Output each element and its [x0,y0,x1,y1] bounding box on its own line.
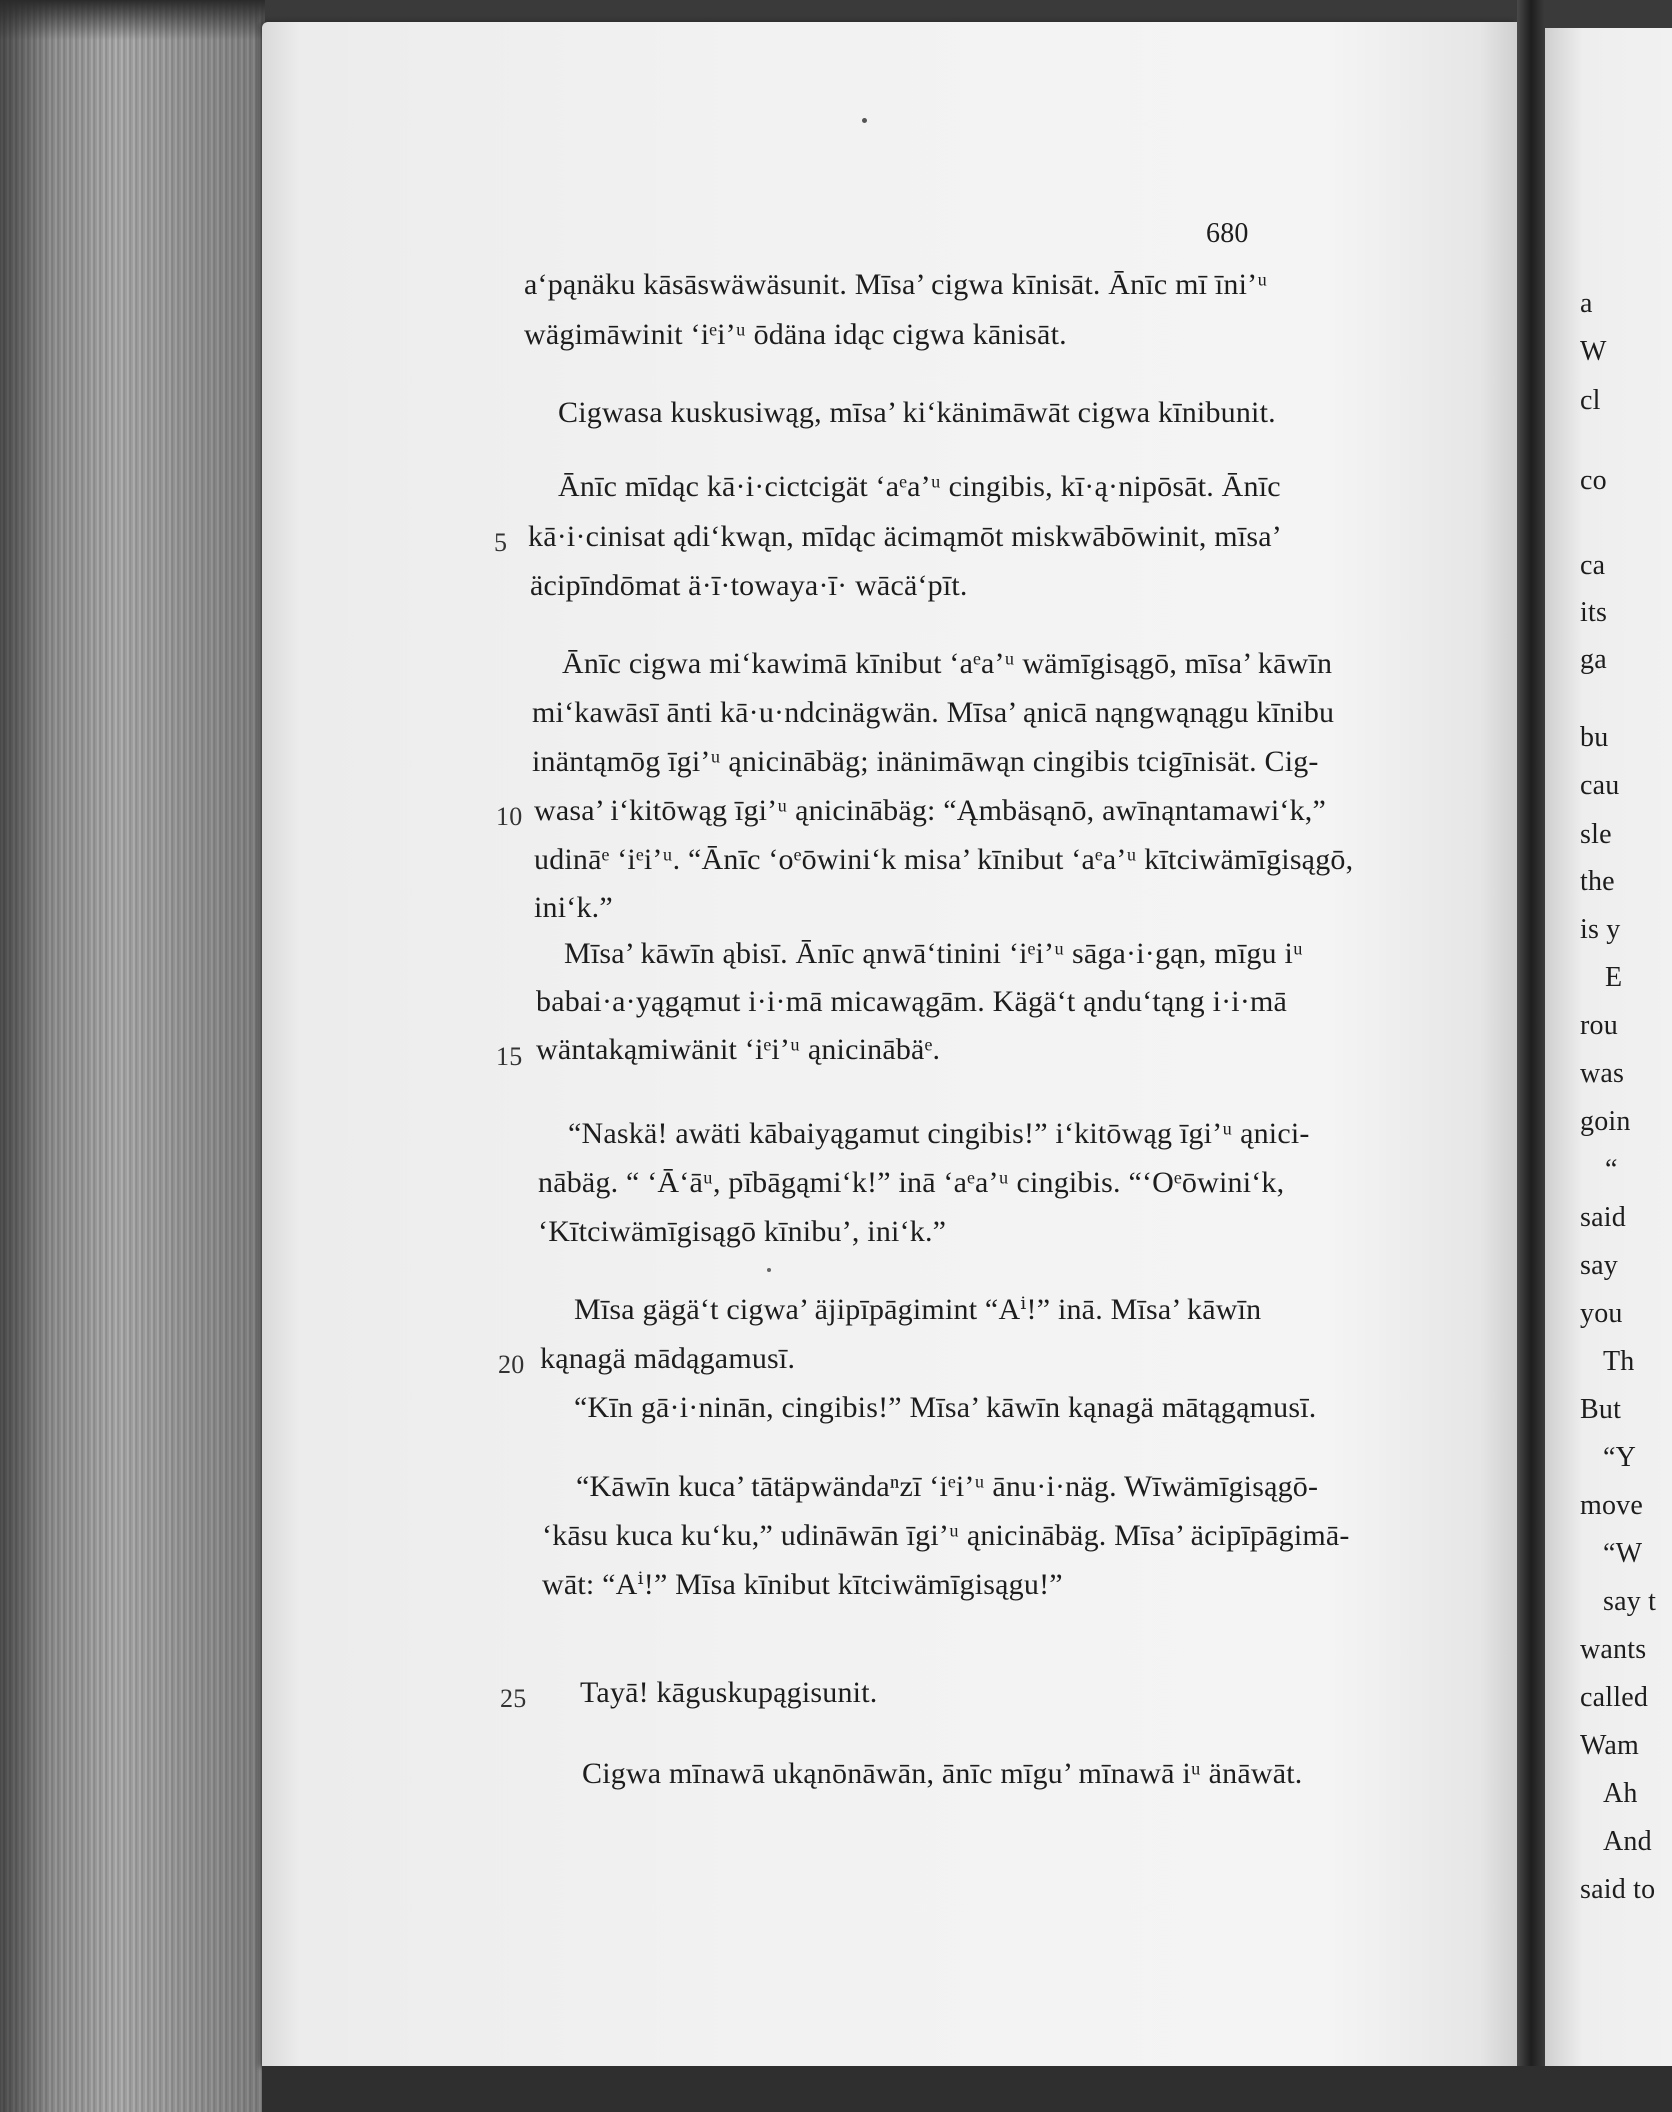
text-line: udināᵉ ‘iᵉi’ᵘ. “Ānīc ‘oᵉōwini‘k misa’ kīnibut ‘aᵉa’ᵘ kītciwämīgisągō, [534,843,1354,876]
right-page-fragment: W [1580,336,1607,367]
line-number: 25 [500,1684,527,1713]
text-line: Cigwasa kuskusiwąg, mīsa’ ki‘känimāwāt cigwa kīnibunit. [558,396,1276,429]
right-page-fragment: “ [1605,1154,1618,1185]
text-line: Cigwa mīnawā ukąnōnāwān, ānīc mīgu’ mīnawā iᵘ änāwāt. [582,1757,1303,1790]
line-number: 10 [496,802,523,831]
right-page-fragment: goin [1580,1106,1631,1137]
left-page [262,22,1517,2067]
right-page-fragment: ga [1580,644,1607,675]
text-line: ‘kāsu kuca ku‘ku,” udināwān īgi’ᵘ ąnicinābäg. Mīsa’ äcipīpāgimā- [542,1519,1350,1552]
text-line: a‘pąnäku kāsāswäwäsunit. Mīsa’ cigwa kīnisāt. Ānīc mī īni’ᵘ [524,268,1268,301]
text-line: “Naskä! awäti kābaiyągamut cingibis!” i‘kitōwąg īgi’ᵘ ąnici- [568,1117,1310,1150]
right-page-fragment: a [1580,288,1593,319]
text-line: wasa’ i‘kitōwąg īgi’ᵘ ąnicinābäg: “Ąmbäsąnō, awīnąntamawi‘k,” [534,794,1327,827]
text-line: wägimāwinit ‘iᵉi’ᵘ ōdäna idąc cigwa kānisāt. [524,318,1067,351]
text-line: kā·i·cinisat ądi‘kwąn, mīdąc äcimąmōt miskwābōwinit, mīsa’ [528,520,1282,553]
text-line: Ānīc cigwa mi‘kawimā kīnibut ‘aᵉa’ᵘ wämīgisągō, mīsa’ kāwīn [562,647,1333,680]
text-line: ‘Kītciwämīgisągō kīnibu’, ini‘k.” [538,1215,947,1248]
right-page-fragment: you [1580,1298,1623,1329]
text-line: Mīsa’ kāwīn ąbisī. Ānīc ąnwā‘tinini ‘iᵉi’ᵘ sāga·i·gąn, mīgu iᵘ [564,937,1304,970]
text-line: Tayā! kāguskupągisunit. [580,1676,878,1709]
right-page [1545,28,1672,2068]
right-page-fragment: cau [1580,770,1620,801]
speck [767,1268,771,1272]
text-line: inäntąmōg īgi’ᵘ ąnicinābäg; inänimāwąn cingibis tcigīnisät. Cig- [532,745,1319,778]
right-page-fragment: is y [1580,914,1621,945]
right-page-fragment: say [1580,1250,1618,1281]
text-line: wāt: “Aⁱ!” Mīsa kīnibut kītciwämīgisągu!” [542,1568,1063,1601]
right-page-fragment: said [1580,1202,1626,1233]
text-line: äcipīndōmat ä·ī·towaya·ī· wācä‘pīt. [530,569,968,602]
right-page-fragment: cl [1580,385,1601,416]
edge-shadow [0,0,265,2112]
right-page-fragment: E [1605,962,1623,993]
right-page-fragment: “W [1603,1538,1643,1569]
right-page-fragment: called [1580,1682,1649,1713]
right-page-fragment: And [1603,1826,1652,1857]
right-page-fragment: But [1580,1394,1622,1425]
text-line: “Kīn gā·i·ninān, cingibis!” Mīsa’ kāwīn kąnagä mātągąmusī. [574,1391,1317,1424]
text-line: kąnagä mādągamusī. [540,1342,796,1375]
background-bottom [262,2066,1672,2112]
text-line: nābäg. “ ‘Ā‘āᵘ, pībāgąmi‘k!” inā ‘aᵉa’ᵘ cingibis. “‘Oᵉōwini‘k, [538,1166,1285,1199]
right-page-fragment: Ah [1603,1778,1638,1809]
right-page-fragment: said to [1580,1874,1656,1905]
right-page-fragment: the [1580,866,1615,897]
right-page-fragment: ca [1580,550,1606,581]
text-line: ini‘k.” [534,891,613,924]
line-number: 20 [498,1350,525,1379]
text-line: babai·a·yągąmut i·i·mā micawągām. Kägä‘t ąndu‘tąng i·i·mā [536,985,1288,1018]
right-page-fragment: co [1580,465,1607,496]
text-line: Mīsa gägä‘t cigwa’ äjipīpāgimint “Aⁱ!” inā. Mīsa’ kāwīn [574,1293,1262,1326]
right-page-fragment: was [1580,1058,1625,1089]
text-line: “Kāwīn kuca’ tātäpwändaⁿzī ‘iᵉi’ᵘ ānu·i·näg. Wīwämīgisągō- [576,1470,1319,1503]
right-page-fragment: its [1580,597,1608,628]
right-page-fragment: sle [1580,819,1612,850]
book-gutter [1517,0,1545,2112]
text-line: Ānīc mīdąc kā·i·cictcigät ‘aᵉa’ᵘ cingibis, kī·ą·nipōsāt. Ānīc [558,470,1281,503]
right-page-fragment: “Y [1603,1442,1637,1473]
line-number: 15 [496,1042,523,1071]
text-line: wäntakąmiwänit ‘iᵉi’ᵘ ąnicinābäᵉ. [536,1033,941,1066]
right-page-fragment: Th [1603,1346,1635,1377]
edge-top-shadow [0,0,265,40]
speck [862,118,867,123]
right-page-fragment: rou [1580,1010,1618,1041]
line-number: 5 [494,528,508,557]
right-page-fragment: wants [1580,1634,1647,1665]
right-page-fragment: bu [1580,722,1609,753]
right-page-fragment: move [1580,1490,1644,1521]
right-page-fragment: Wam [1580,1730,1639,1761]
page-number: 680 [1206,218,1249,249]
right-page-fragment: say t [1603,1586,1657,1617]
text-line: mi‘kawāsī ānti kā·u·ndcinägwän. Mīsa’ ąnicā nąngwąnągu kīnibu [532,696,1335,729]
